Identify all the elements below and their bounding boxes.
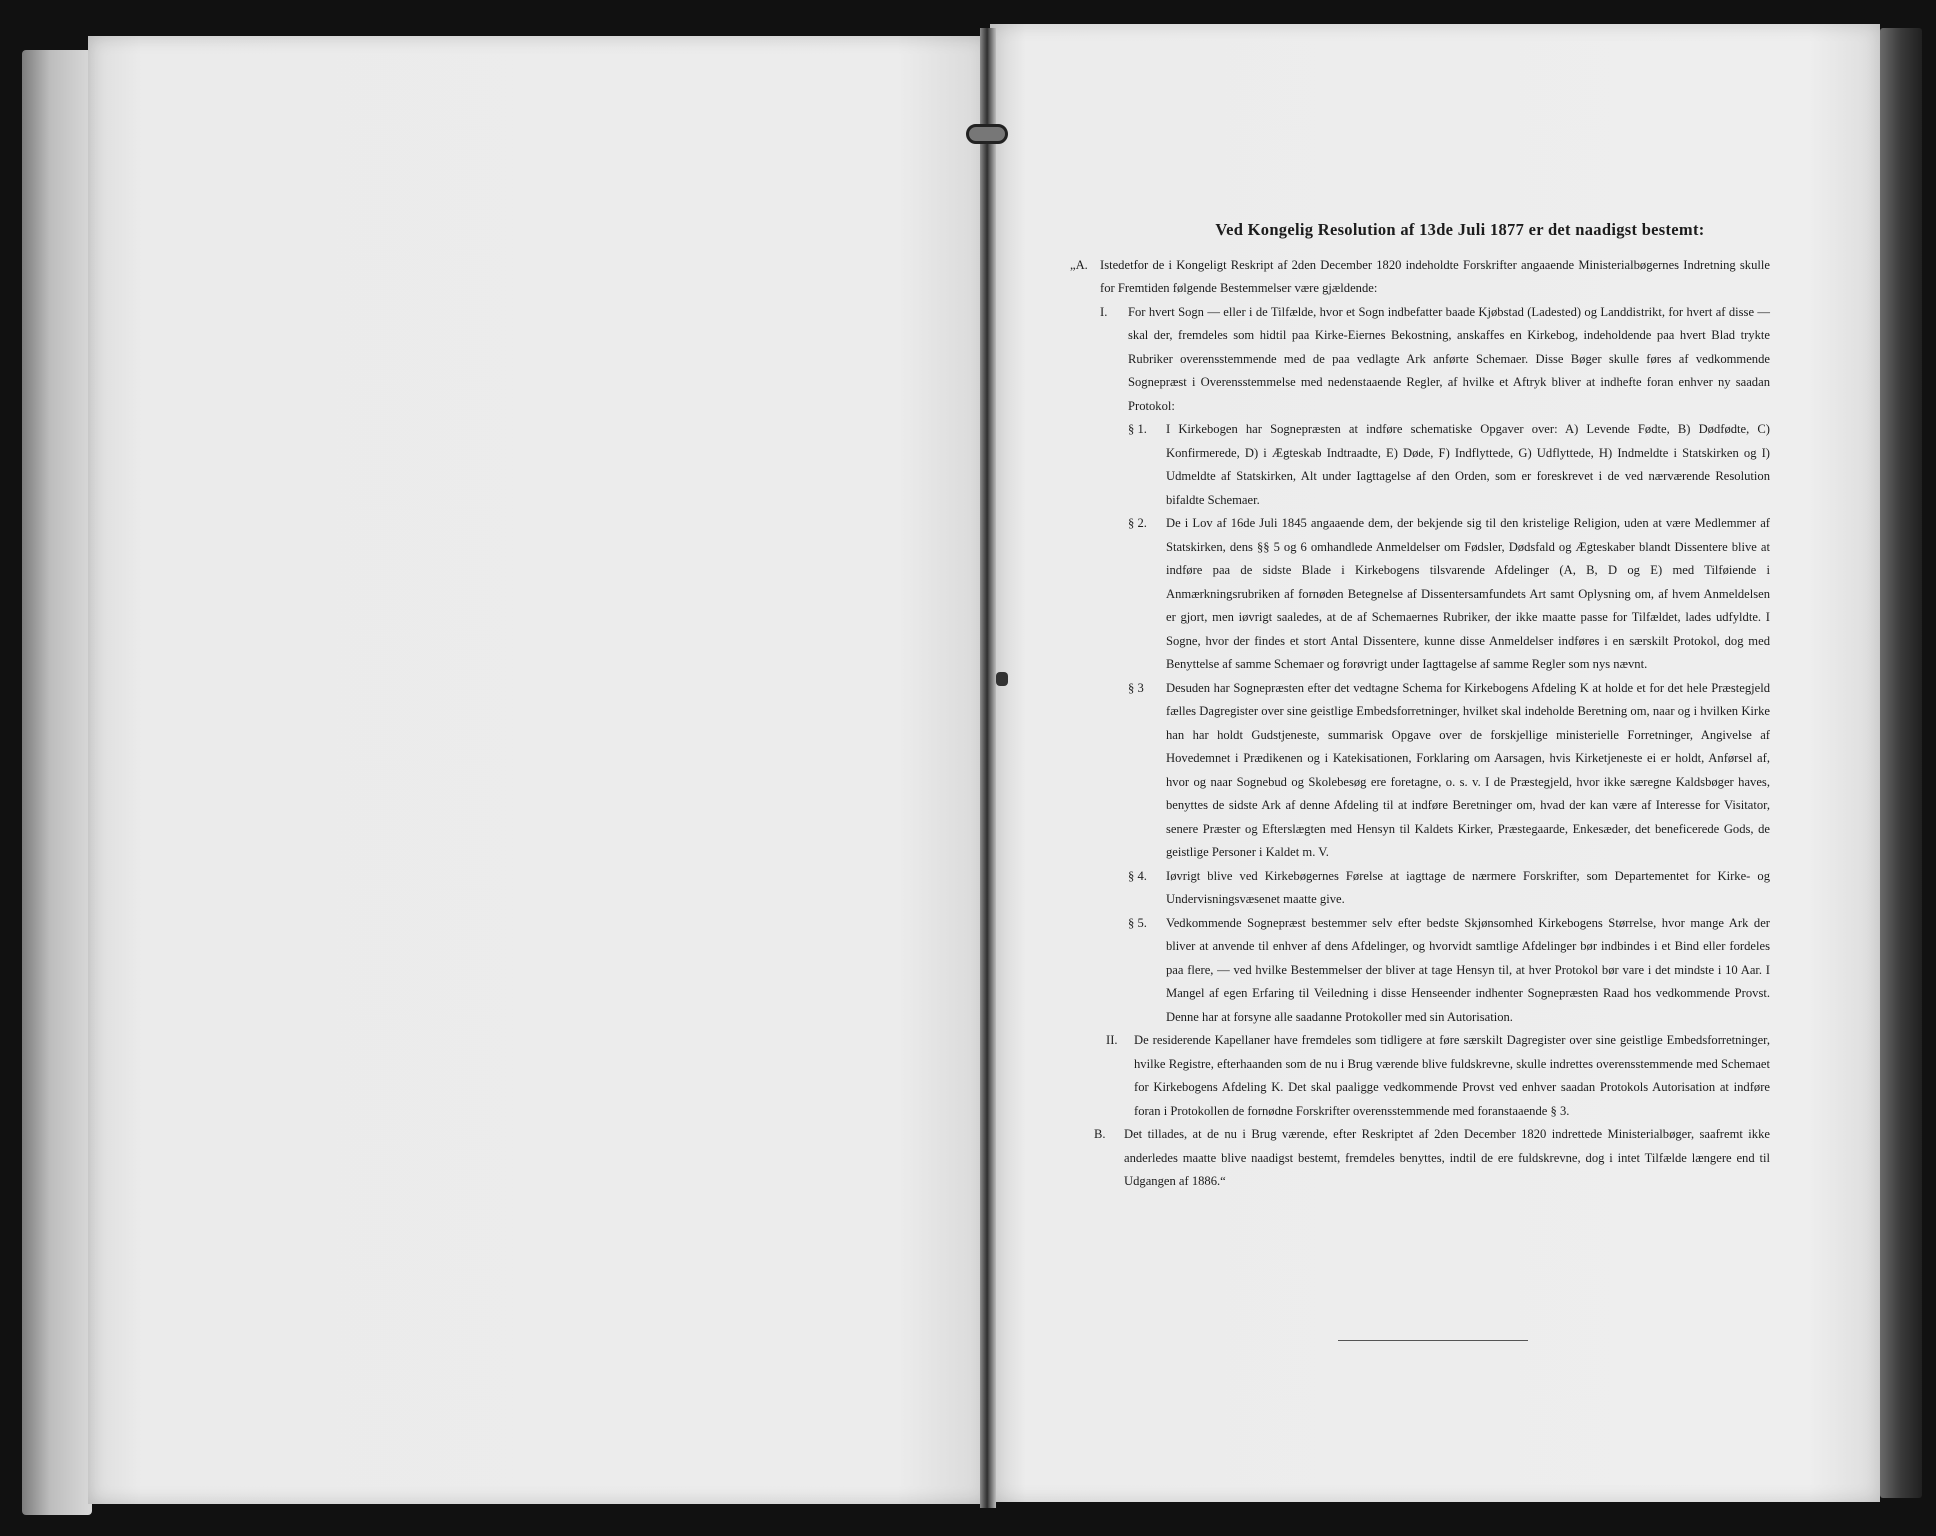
paragraph-1: [1128, 418, 1770, 512]
section-ii: [1106, 1029, 1770, 1123]
section-a: [1070, 254, 1770, 301]
section-i-label: I.: [1100, 304, 1108, 319]
binding-knot: [996, 672, 1008, 686]
book-edge-right: [1880, 28, 1922, 1498]
paragraph-text: Vedkommende Sognepræst bestemmer selv efter bedste Skjønsomhed Kirkebogens Størrelse, hvor mange Ark der bliver at anvende til enhver af dens Afdelinger, og hvorvidt samtlige Afdelinger bør indbindes i et Bind eller fordeles paa flere, — ved hvilke Bestemmelser der bliver at tage Hensyn til, at hver Protokol bør vare i det mindste i 10 Aar. I Mangel af egen Erfaring til Veiledning i disse Henseender indhenter Sognepræsten Raad hos vedkommende Provst. Denne har at forsyne alle saadanne Protokoller med sin Autorisation.: [1166, 915, 1770, 1024]
section-a-label: „A.: [1070, 257, 1088, 272]
paragraph-label: § 1.: [1128, 422, 1147, 436]
paragraph-label: § 4.: [1128, 868, 1147, 883]
paragraph-4: [1128, 865, 1770, 912]
paragraph-text: I Kirkebogen har Sognepræsten at indføre schematiske Opgaver over: A) Levende Fødte, B) Dødfødte, C) Konfirmerede, D) i Ægteskab Indtraadte, E) Døde, F) Indflyttede, G) Udflyttede, H) Indmeldte i Statskirken og I) Udmeldte af Statskirken, Alt under Iagttagelse af den Orden, som er foreskrevet i de ved nærværende Resolution bifaldte Schemaer.: [1166, 422, 1770, 507]
paragraph-label: § 3: [1128, 680, 1144, 695]
paragraph-3: [1128, 677, 1770, 865]
document-heading: Ved Kongelig Resolution af 13de Juli 1877 er det naadigst bestemt:: [1215, 220, 1705, 239]
section-i: [1100, 301, 1770, 419]
section-ii-text: De residerende Kapellaner have fremdeles som tidligere at føre særskilt Dagregister over sine geistlige Embedsforretninger, hvilke Registre, efterhaanden som de nu i Brug værende blive fuldskrevne, skulle indrettes overensstemmende med Schemaet for Kirkebogens Afdeling K. Det skal paaligge vedkommende Provst ved enhver saadan Protokols Autorisation at indføre foran i Protokollen de fornødne Forskrifter overensstemmende med foranstaaende § 3.: [1134, 1033, 1770, 1118]
paragraph-text: De i Lov af 16de Juli 1845 angaaende dem, der bekjende sig til den kristelige Religion, uden at være Medlemmer af Statskirken, dens §§ 5 og 6 omhandlede Anmeldelser om Fødsler, Dødsfald og Ægteskaber blandt Dissentere blive at indføre paa de sidste Blade i Kirkebogens tilsvarende Afdelinger (A, B, D og E) med Tilføiende i Anmærkningsrubriken af fornøden Betegnelse af Dissentersamfundets Art samt Oplysning om, af hvem Anmeldelsen er gjort, men iøvrigt saaledes, at de af Schemaernes Rubriker, der ikke maatte passe for Tilfældet, lades udfyldte. I Sogne, hvor der findes et stort Antal Dissentere, kunne disse Anmeldelser indføres i en særskilt Protokol, dog med Benyttelse af samme Schemaer og forøvrigt under Iagttagelse af samme Regler som nys nævnt.: [1166, 516, 1770, 671]
paragraph-2: [1128, 512, 1770, 677]
book-gutter: [980, 28, 996, 1508]
paragraph-text: Desuden har Sognepræsten efter det vedtagne Schema for Kirkebogens Afdeling K at holde et for det hele Præstegjeld fælles Dagregister over sine geistlige Embedsforretninger, hvilket skal indeholde Beretning om, naar og i hvilken Kirke han har holdt Gudstjeneste, summarisk Opgave over de forskjellige ministerielle Forretninger, Angivelse af Hovedemnet i Prædikenen og i Katekisationen, Forklaring om Aarsagen, hvis Kirketjeneste ei er holdt, Anførsel af, hvor og naar Sognebud og Skolebesøg ere foretagne, o. s. v. I de Præstegjeld, hvor ikke særegne Kaldsbøger haves, benyttes de sidste Ark af denne Afdeling til at indføre Beretninger om, hvad der kan være af Interesse for Visitator, senere Præster og Efterslægten med Hensyn til Kaldets Kirker, Præstegaarde, Enkesæder, det beneficerede Gods, de geistlige Personer i Kaldet m. V.: [1166, 680, 1770, 859]
section-b-text: Det tillades, at de nu i Brug værende, efter Reskriptet af 2den December 1820 indrettede Ministerialbøger, saafremt ikke anderledes maatte blive naadigst bestemt, fremdeles benyttes, indtil de ere fuldskrevne, dog i intet Tilfælde længere end til Udgangen af 1886.“: [1124, 1127, 1770, 1188]
paragraph-text: Iøvrigt blive ved Kirkebøgernes Førelse at iagttage de nærmere Forskrifter, som Departementet for Kirke- og Undervisningsvæsenet maatte give.: [1166, 868, 1770, 906]
section-ii-label: II.: [1106, 1033, 1118, 1047]
closing-rule: [1338, 1340, 1528, 1341]
section-b: [1094, 1123, 1770, 1194]
paragraph-5: [1128, 912, 1770, 1030]
binding-thread: [966, 124, 1008, 144]
resolution-text: [1070, 218, 1770, 1194]
left-page: [88, 36, 988, 1504]
paragraph-label: § 5.: [1128, 915, 1147, 930]
section-b-label: B.: [1094, 1127, 1106, 1141]
paragraph-label: § 2.: [1128, 516, 1147, 530]
book-edge-left: [22, 50, 92, 1515]
section-a-text: Istedetfor de i Kongeligt Reskript af 2den December 1820 indeholdte Forskrifter angaaende Ministerialbøgernes Indretning skulle for Fremtiden følgende Bestemmelser være gjældende:: [1100, 257, 1770, 295]
section-i-text: For hvert Sogn — eller i de Tilfælde, hvor et Sogn indbefatter baade Kjøbstad (Ladested) og Landdistrikt, for hvert af disse — skal der, fremdeles som hidtil paa Kirke-Eiernes Bekostning, anskaffes en Kirkebog, indeholdende paa hvert Blad trykte Rubriker overensstemmende med de paa vedlagte Ark anførte Schemaer. Disse Bøger skulle føres af vedkommende Sognepræst i Overensstemmelse med nedenstaaende Regler, af hvilke et Aftryk bliver at indhefte foran enhver ny saadan Protokol:: [1128, 304, 1770, 413]
